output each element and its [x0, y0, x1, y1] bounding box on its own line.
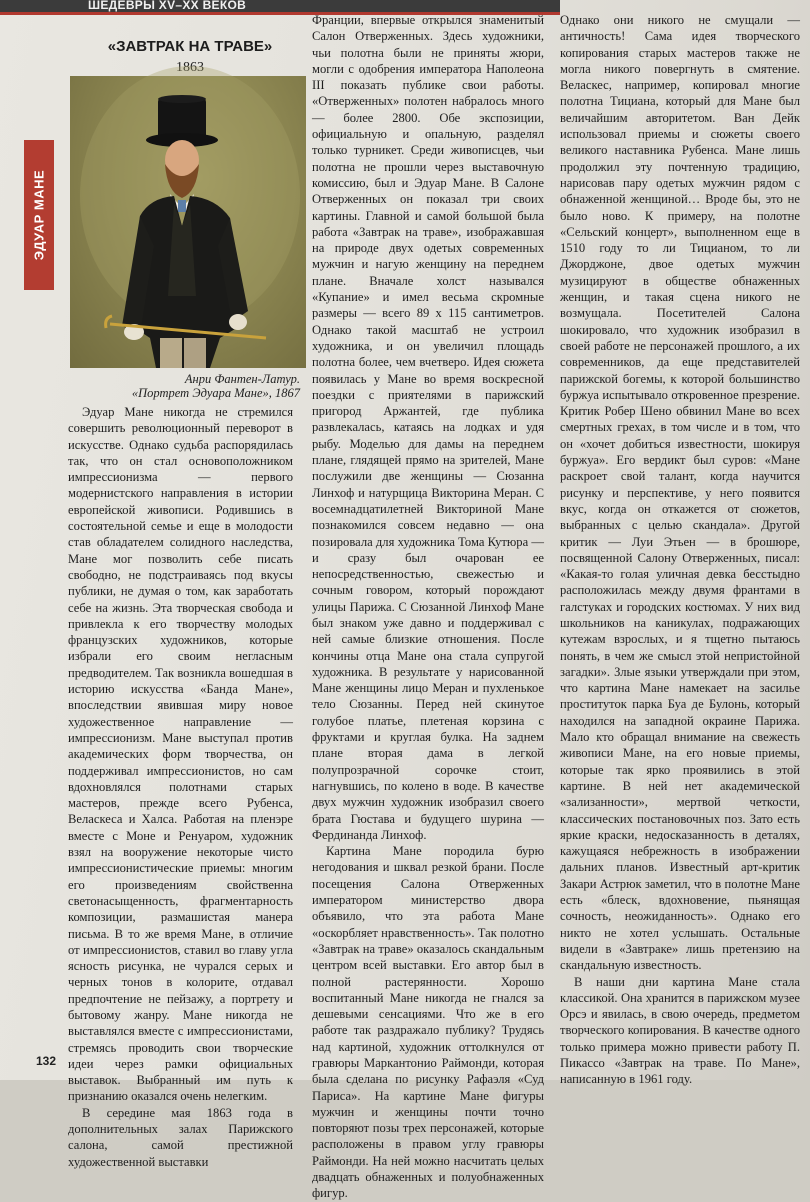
text-column-3	[560, 12, 800, 1088]
text-column-1	[68, 404, 293, 1170]
running-title: ШЕДЕВРЫ XV–XX ВЕКОВ	[88, 0, 247, 12]
text-column-2	[312, 12, 544, 1202]
portrait-illustration	[70, 76, 306, 368]
paragraph: Эдуар Мане никогда не стремился совершить революционный переворот в искусстве. Однако судьба распорядилась так, что он стал основоположником импрессионизма — первого модернистского направления в истории европейской живописи. Родившись в состоятельной семье и еще в молодости став обладателем солидного наследства, Мане мог позволить себе писать свободно, не подстраиваясь под вкусы публики, не думая о том, как заработать себе на жизнь. Эта творческая свобода и привлекла к его творчеству молодых французских художников, которые избрали его своим негласным предводителем. Так возникла вошедшая в историю искусства «Банда Мане», впоследствии явившая миру новое художественное направление — импрессионизм. Мане выступал против академических форм творчества, он поддерживал импрессионистов, но сам вдохновлялся полотнами старых мастеров, прежде всего Рубенса, Веласкеса и Халса. Работая на пленэре вместе с Моне и Ренуаром, художник взял на вооружение некоторые чисто импрессионистические приемы: многим его произведениям свойственна светонасыщенность, фрагментарность композиции, размашистая манера письма. В то же время Мане, в отличие от импрессионистов, ставил во главу угла ясность рисунка, не чурался серых и черных тонов в колорите, отдавал предпочтение не пейзажу, а портрету и бытовому жанру. Мане никогда не выставлялся вместе с импрессионистами, стремясь проводить свои творческие идеи через рамки официальных выставок. Выбранный им путь к признанию оказался очень нелегким.	[68, 405, 293, 1104]
paragraph: Франции, впервые открылся знаменитый Салон Отверженных. Здесь художники, чьи полотна были не приняты жюри, могли с одобрения императора Наполеона III показать публике свои работы. «Отверженных» полотен набралось много — более 2800. Обе экспозиции, официальную и опальную, разделял только турникет. Среди живописцев, чьи полотна не прошли через выставочную комиссию, был и Эдуар Мане. В Салоне Отверженных он показал три своих картины. Главной и самой большой была работа «Завтрак на траве», изображавшая на природе двух одетых современных мужчин и нагую женщину на переднем плане. Вначале холст назывался «Купание» и имел весьма скромные размеры — всего 89 х 115 сантиметров. Однако такой масштаб не устроил художника, и он увеличил площадь полотна более, чем вчетверо. Идея сюжета появилась у Мане во время воскресной поездки с приятелями в парижский пригород Аржантей, где публика развлекалась, катаясь на лодках и удя рыбу. Моделью для дамы на переднем плане, глядящей прямо на зрителей, Мане послужили две женщины — Сюзанна Линхоф и натурщица Викторина Меран. С восемнадцатилетней Викториной Мане познакомился совсем недавно — она позировала для художника Тома Кутюра — и сразу был очарован ее непосредственностью, свежестью и сочным говором, который порождают улицы Парижа. С Сюзанной Линхоф Мане был знаком уже давно и поддерживал с ней самые близкие отношения. После кончины отца Мане она стала супругой художника. В результате у нарисованной Мане женщины лицо Меран и пухленькое тело Сюзанны. Перед ней скинутое голубое платье, плетеная корзина с фруктами и круглая булка. На заднем плане вторая дама в легкой полупрозрачной сорочке стоит, нагнувшись, по колено в воде. В качестве двух мужчин художник изобразил своего брата Гюстава и будущего шурина — Фердинанда Линхоф.	[312, 13, 544, 842]
page-number: 132	[36, 1054, 57, 1068]
article-title: «ЗАВТРАК НА ТРАВЕ»	[107, 38, 273, 55]
paragraph: Картина Мане породила бурю негодования и шквал резкой брани. После посещения Салона Отверженных императором министерство двора объявило, что эта работа Мане «оскорбляет нравственность». Так полотно «Завтрак на траве» оказалось скандальным центром всей выставки. Его автор был в полной растерянности. Хорошо воспитанный Мане никогда не гнался за дешевыми сенсациями. Что же в его работе так раздражало публику? Трудясь над картиной, художник оттолкнулся от гравюры Маркантонио Раймонди, которая была сделана по рисунку Рафаэля «Суд Париса». На картине Мане фигуры мужчин и женщины почти точно повторяют позы трех персонажей, которые расположены в правом углу гравюры Раймонди. На ней можно насчитать целых двадцать обнаженных и полуобнаженных фигур.	[312, 844, 544, 1201]
section-side-tab	[24, 140, 54, 290]
caption-title: «Портрет Эдуара Мане», 1867	[131, 386, 300, 400]
caption-author: Анри Фантен-Латур.	[184, 372, 300, 386]
portrait-painting	[70, 76, 306, 368]
paragraph: В наши дни картина Мане стала классикой. Она хранится в парижском музее Орсэ и явилась, в свою очередь, предметом творческого копирования. В качестве одного только примера можно привести работу П. Пикассо «Завтрак на траве. По Мане», написанную в 1961 году.	[560, 974, 800, 1087]
article-year: 1863	[176, 60, 204, 75]
image-caption	[70, 372, 300, 400]
paragraph: Однако они никого не смущали — античность! Сама идея творческого копирования старых мастеров также не могла никого повергнуть в смятение. Веласкес, например, копировал многие полотна Тициана, который для Мане был величайшим авторитетом. Ван Дейк использовал приемы и сюжеты своего великого наставника Рубенса. Мане лишь продолжил эту почтенную традицию, нарисовав пару одетых мужчин рядом с обнаженной женщиной… Вроде бы, это не было ново. К примеру, на полотне «Сельский концерт», выполненном еще в 1510 году то ли Тицианом, то ли Джорджоне, двое одетых мужчин музицируют в обществе обнаженных женщин, и такая сцена никого не возмущала. Посетителей Салона шокировало, что художник изобразил в своей работе не персонажей прошлого, а их современников, да еще представителей парижской богемы, к которой большинство буржуа испытывало откровенное презрение. Критик Робер Шено обвинил Мане во всех смертных грехах, в том числе и в том, что он «хочет добиться известности, шокируя буржуа». Его вердикт был суров: «Мане раскроет свой талант, когда научится рисунку и перспективе, у него появится вкус, когда он откажется от сюжетов, выбранных с целью скандала». Другой критик — Луи Этьен — в брошюре, посвященной Салону Отверженных, писал: «Какая-то голая уличная девка бесстыдно расположилась между двумя франтами в галстуках и городских костюмах. У них вид школьников на каникулах, подражающих кутежам взрослых, и я тщетно пытаюсь понять, в чем же смысл этой непристойной загадки». Злые языки утверждали при этом, что картина Мане намекает на засилье проституток парка Буа де Булонь, который находился на западной окраине Парижа. Мало кто обращал внимание на свежесть живописи Мане, на его новые приемы, которые так ярко проявились в этой картине. В ней нет академической «зализанности», мертвой четкости, классических постановочных поз. Зато есть яркие краски, недосказанность в деталях, кажущаяся небрежность в изображении дальних планов. Известный арт-критик Закари Астрюк заметил, что в полотне Мане есть «блеск, вдохновение, пьянящая сочность, неожиданность». Однако его никто не хотел услышать. Остальные видели в «Завтраке» лишь претензию на скандальную известность.	[560, 13, 800, 973]
paragraph: В середине мая 1863 года в дополнительных залах Парижского салона, самой престижной художественной выставки	[68, 1105, 293, 1169]
side-tab-label: ЭДУАР МАНЕ	[31, 169, 47, 261]
